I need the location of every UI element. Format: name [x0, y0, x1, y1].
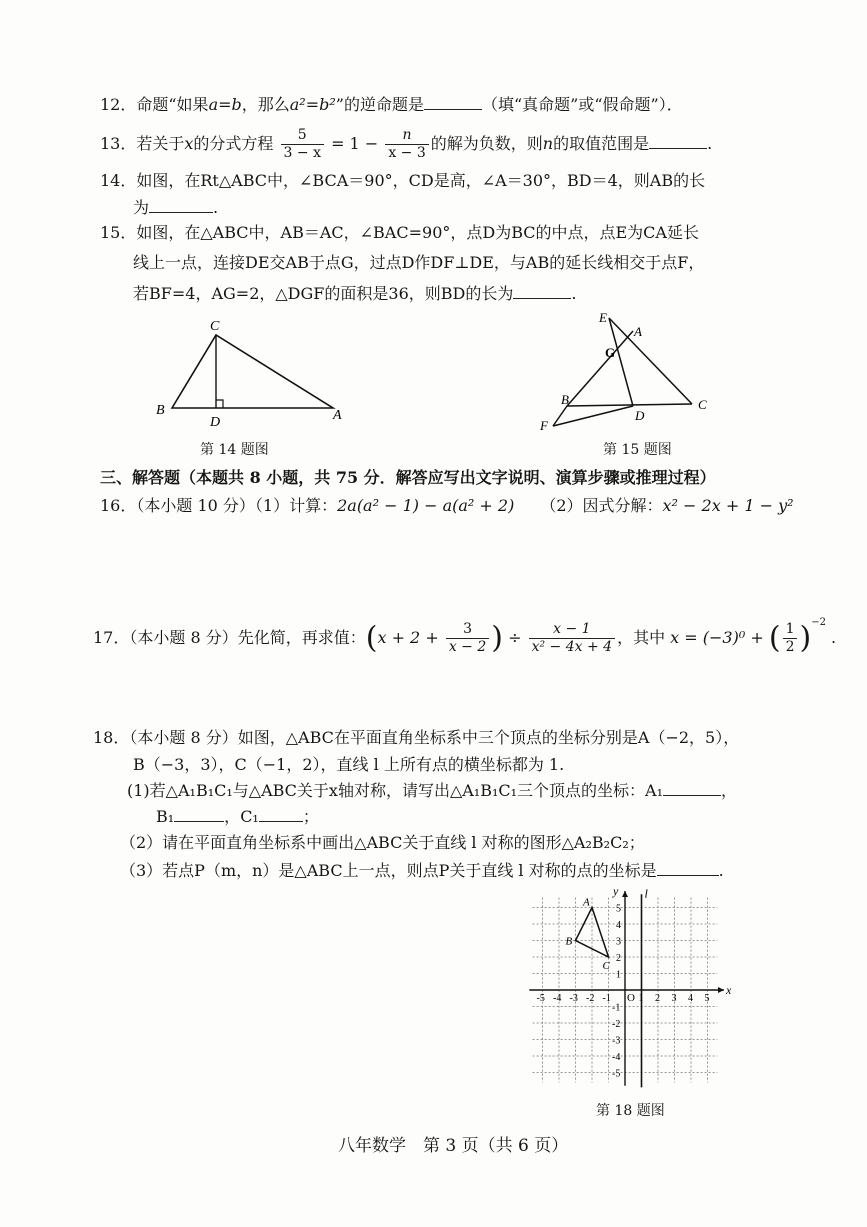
q17-div: ÷ [508, 628, 522, 647]
q12-text-d: （填“真命题”或“假命题”）． [481, 95, 683, 114]
y-tick-label: -4 [612, 1052, 621, 1063]
q18-num: 18． [93, 728, 130, 747]
q18-comma: ， [721, 781, 738, 800]
fig15-caption: 第 15 题图 [603, 442, 672, 458]
fig15-label-d: D [635, 408, 645, 423]
x-tick-label: -4 [553, 993, 562, 1004]
q13-end: . [707, 134, 713, 153]
figure-15 [535, 305, 720, 435]
q12-text-c: ”的逆命题是 [335, 95, 424, 114]
q13-text-a: 若关于 [136, 134, 185, 153]
x-tick-label: 1 [638, 993, 644, 1004]
fig14-label-b: B [156, 403, 165, 418]
x-tick-label: -3 [569, 993, 578, 1004]
x-tick-label: 2 [655, 993, 660, 1004]
q15-num: 15． [100, 223, 137, 242]
q15-line1 [100, 222, 699, 244]
q15-text-3: 若BF=4，AG=2，△DGF的面积是36，则BD的长为 [133, 284, 514, 303]
q13-text-b: 的分式方程 [193, 134, 274, 153]
q18-part-1: (1)若△A₁B₁C₁与△ABC关于x轴对称，请写出△A₁B₁C₁三个顶点的坐标：A₁ [127, 781, 664, 800]
fig15-label-b: B [561, 392, 569, 407]
point-b-label: B [565, 935, 573, 948]
q18-c1-blank[interactable] [259, 805, 303, 822]
q12-answer-blank[interactable] [424, 93, 482, 110]
x-tick-label: 5 [704, 993, 710, 1004]
q16-num: 16． [100, 496, 137, 515]
q13-text-d: 的取值范围是 [553, 134, 650, 153]
y-axis-arrow [622, 891, 628, 897]
q17-fraction-2: $\frac{x - 1}{\text{x² − 4x + 4}}$ [529, 621, 615, 656]
q15-end: . [571, 284, 577, 303]
y-tick-label: 4 [616, 920, 621, 931]
q16-text: （本小题 10 分）（1）计算： [136, 496, 338, 515]
q17-num: 17． [93, 628, 130, 647]
fig15-label-f: F [540, 418, 548, 433]
fig14-label-a: A [333, 408, 342, 423]
point-a-label: A [583, 896, 590, 909]
q17-end: . [831, 628, 837, 647]
q18-p3-blank[interactable] [657, 859, 719, 876]
fig14-caption: 第 14 题图 [200, 442, 269, 458]
q15-text-1: 如图，在△ABC中，AB＝AC，∠BAC=90°，点D为BC的中点，点E为CA延长 [136, 223, 699, 242]
line-l-label: l [644, 886, 648, 901]
q18-part1 [127, 779, 737, 802]
q18-part3 [120, 859, 724, 882]
q15-line3 [133, 282, 576, 305]
q15-answer-blank[interactable] [513, 282, 571, 299]
q18-c1-label: C₁ [240, 807, 259, 826]
q18-b1-label: B₁ [156, 807, 175, 826]
q12-concl: a²=b² [289, 95, 336, 114]
q16-part-2: （2）因式分解： [540, 496, 663, 515]
q15-text-2: 线上一点，连接DE交AB于点G，过点D作DF⊥DE，与AB的延长线相交于点F， [133, 253, 705, 272]
q14-end: . [213, 198, 219, 217]
q13-var-n: n [542, 134, 554, 153]
fig15-label-a: A [634, 324, 642, 339]
fig15-label-c: C [698, 397, 707, 412]
q15-line2 [133, 252, 704, 274]
x-axis-arrow [718, 987, 724, 993]
q17-mid: ，其中 [617, 628, 666, 647]
y-tick-label: 1 [616, 969, 621, 981]
q14-num: 14． [100, 171, 137, 190]
y-axis-label: y [613, 884, 619, 898]
q14-text-2: 为 [133, 198, 150, 217]
fig14-label-d: D [210, 415, 221, 430]
y-tick-label: 2 [616, 953, 621, 964]
y-tick-label: -3 [612, 1035, 621, 1047]
q17-text: （本小题 8 分）先化简，再求值： [129, 628, 366, 647]
y-tick-label: 5 [616, 903, 621, 915]
q18-a1-blank[interactable] [663, 779, 721, 796]
q18-b1-blank[interactable] [174, 805, 224, 822]
q18-part1b [156, 805, 319, 828]
fig15-label-e: E [599, 310, 607, 325]
q17-x-eq: x = (−3)⁰ + [670, 628, 764, 647]
x-tick-label: -5 [536, 993, 545, 1004]
q18-part-3: （3）若点P（m，n）是△ABC上一点，则点P关于直线 l 对称的点的坐标是 [120, 861, 657, 880]
q18-text-2: B（−3，3），C（−1，2），直线 l 上所有点的横坐标都为 1. [133, 755, 565, 774]
q12-cond: a=b [208, 95, 242, 114]
y-tick-label: 3 [616, 936, 621, 948]
point-c-label: C [602, 960, 610, 972]
x-tick-label: 3 [671, 993, 677, 1004]
q16-expr-1: 2a(a² − 1) − a(a² + 2) [337, 496, 515, 515]
q14-text: 如图，在Rt△ABC中，∠BCA＝90°，CD是高，∠A＝30°，BD＝4，则AB的长 [136, 171, 706, 190]
q16 [100, 495, 794, 517]
fig15-label-g: G [605, 345, 616, 360]
q13-eq-mid: = 1 − [331, 134, 379, 153]
q13-fraction-2: $\frac{n}{x - 3}$ [385, 127, 428, 162]
q16-expr-2: x² − 2x + 1 − y² [662, 496, 794, 515]
fig14-label-c: C [210, 319, 220, 334]
origin-label: O [627, 992, 635, 1004]
q17: 17．（本小题 8 分）先化简，再求值：(x + 2 + $\frac{3}{x - 2}$ ) ÷ $\frac{x - 1}{\text{x² − 4x + 4}}$ ，其中 x = (−3)⁰ + ( $\frac{1}{2}$ )$^{-2}$ . [93, 617, 837, 656]
x-tick-label: 4 [688, 993, 693, 1004]
figure-14 [150, 315, 360, 430]
q18-part2 [120, 832, 645, 854]
q12 [100, 93, 683, 116]
q14-line2 [133, 196, 218, 219]
q18-line2 [133, 754, 564, 776]
x-tick-label: -1 [602, 993, 611, 1004]
q18-line1 [93, 727, 739, 749]
q17-term-1: x + 2 + [377, 628, 439, 647]
q17-fraction-1: $\frac{3}{x - 2}$ [446, 621, 489, 656]
q17-exponent: −2 [811, 617, 826, 628]
y-tick-label: -5 [612, 1068, 621, 1080]
q13-fraction-1: $\frac{5}{3 - x}$ [281, 127, 324, 162]
x-tick-label: -2 [586, 993, 595, 1004]
q12-text-a: 命题“如果 [136, 95, 209, 114]
q14-line1 [100, 170, 705, 192]
q13-var-x: x [184, 134, 194, 153]
y-tick-label: -2 [612, 1019, 621, 1030]
fig18-caption: 第 18 题图 [596, 1103, 665, 1119]
figure-18 [520, 884, 732, 1090]
q13 [100, 122, 712, 166]
page-footer: 八年数学 第 3 页（共 6 页） [338, 1136, 569, 1156]
q13-num: 13． [100, 134, 137, 153]
section-3-title: 三、解答题（本题共 8 小题，共 75 分．解答应写出文字说明、演算步骤或推理过程） [100, 468, 716, 487]
q18-sep: ， [224, 807, 241, 826]
q13-text-c: 的解为负数，则 [430, 134, 543, 153]
q18-p3-end: . [718, 861, 724, 880]
q14-answer-blank[interactable] [149, 196, 213, 213]
y-tick-label: -1 [612, 1002, 621, 1014]
q18-part-2: （2）请在平面直角坐标系中画出△ABC关于直线 l 对称的图形△A₂B₂C₂； [120, 833, 645, 852]
q12-text-b: ，那么 [241, 95, 290, 114]
x-axis-label: x [726, 983, 732, 997]
q13-answer-blank[interactable] [649, 132, 707, 149]
q18-p1b-end: ； [302, 807, 319, 826]
q17-fraction-3: $\frac{1}{2}$ [783, 621, 798, 656]
q12-num: 12． [100, 95, 137, 114]
q18-text-1: （本小题 8 分）如图，△ABC在平面直角坐标系中三个顶点的坐标分别是A（−2，5）， [129, 728, 740, 747]
